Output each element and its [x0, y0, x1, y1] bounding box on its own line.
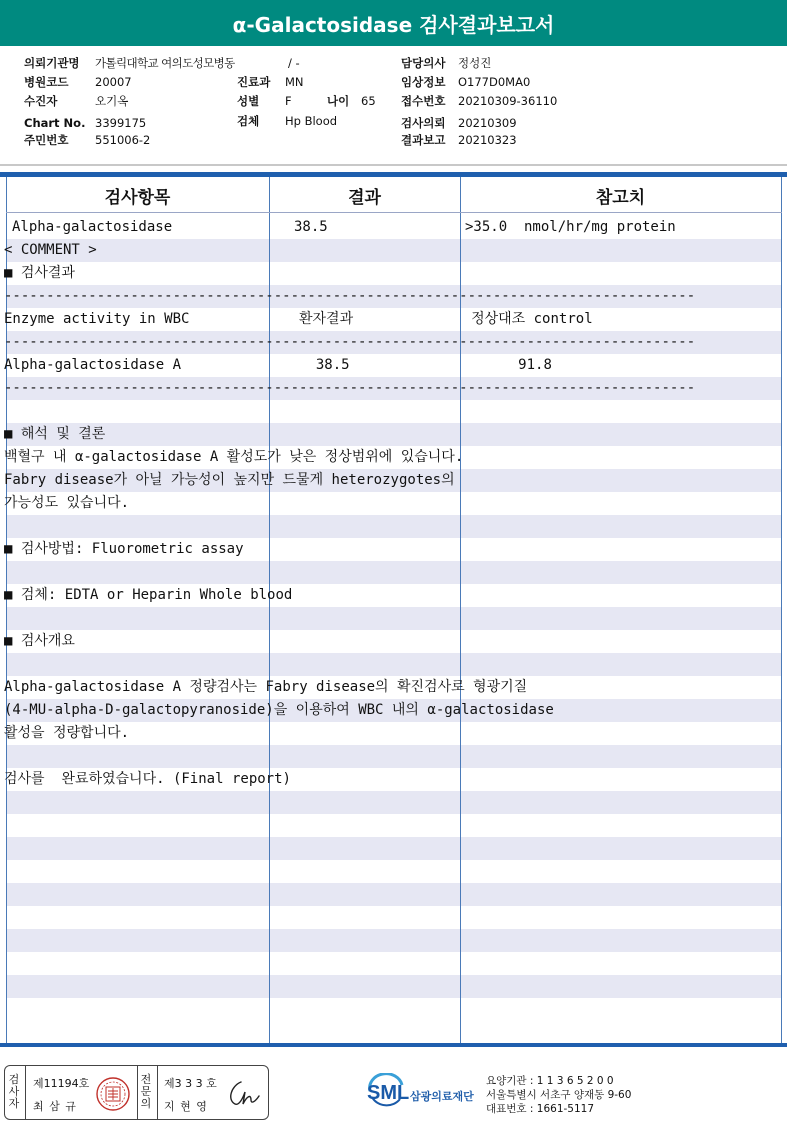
signature-box: [4, 1065, 269, 1120]
report-title: α-Galactosidase 검사결과보고서: [0, 0, 787, 46]
org-name: 삼광의료재단: [410, 1090, 474, 1103]
sign-divider-2: [137, 1066, 138, 1119]
comment-line: < COMMENT >: [4, 242, 97, 258]
inspector-name: 최 삼 규: [33, 1100, 77, 1113]
header-test-item: 검사항목: [104, 187, 171, 208]
label-chart-no: Chart No.: [24, 116, 86, 130]
table-top-rule: [0, 172, 787, 177]
row-stripe: [6, 975, 782, 998]
comment-line: ----------------------------------------------------------------------------------: [4, 334, 696, 350]
value-resident-no: 551006-2: [95, 133, 151, 147]
comment-line: 검사를 완료하였습니다. (Final report): [4, 771, 291, 787]
label-result-report: 결과보고: [401, 133, 446, 147]
table-column-divider-1: [269, 177, 270, 1043]
row-stripe: [6, 561, 782, 584]
result-item: Alpha-galactosidase: [12, 219, 173, 235]
value-sex: F: [285, 94, 292, 108]
inspector-license-no: 제11194호: [33, 1077, 90, 1090]
comment-line: ----------------------------------------------------------------------------------: [4, 380, 696, 396]
comment-line: 가능성도 있습니다.: [4, 495, 130, 511]
row-stripe: [6, 837, 782, 860]
red-seal-icon: [95, 1076, 131, 1112]
value-hospital-code: 20007: [95, 75, 132, 89]
label-receipt-no: 접수번호: [401, 94, 446, 108]
sign-divider-1: [25, 1066, 26, 1119]
care-institution-code: 요양기관 : 1 1 3 6 5 2 0 0: [486, 1075, 614, 1087]
label-hospital-code: 병원코드: [24, 75, 69, 89]
value-department: MN: [285, 75, 304, 89]
comment-line: ■ 검체: EDTA or Heparin Whole blood: [4, 587, 293, 603]
address: 서울특별시 서초구 양재동 9-60: [486, 1089, 632, 1101]
comment-line: Alpha-galactosidase A 38.5 91.8: [4, 357, 552, 373]
comment-line: Fabry disease가 아닐 가능성이 높지만 드물게 heterozygotes의: [4, 472, 455, 488]
header-reference: 참고치: [595, 187, 646, 208]
result-reference: >35.0 nmol/hr/mg protein: [465, 219, 676, 235]
row-stripe: [6, 653, 782, 676]
row-stripe: [6, 791, 782, 814]
row-stripe: [6, 239, 782, 262]
header-divider: [6, 212, 782, 213]
label-patient: 수진자: [24, 94, 58, 108]
row-stripe: [6, 423, 782, 446]
value-result-report: 20210323: [458, 133, 517, 147]
label-specimen: 검체: [237, 114, 260, 128]
comment-line: ■ 검사결과: [4, 265, 75, 281]
comment-line: Enzyme activity in WBC 환자결과 정상대조 control: [4, 311, 593, 327]
value-ward: / -: [288, 56, 300, 70]
label-age: 나이: [327, 94, 350, 108]
label-resident-no: 주민번호: [24, 133, 69, 147]
row-stripe: [6, 745, 782, 768]
value-clinical-info: O177D0MA0: [458, 75, 531, 89]
comment-line: 활성을 정량합니다.: [4, 725, 130, 741]
value-physician: 정성진: [458, 56, 492, 70]
header-result: 결과: [348, 187, 381, 208]
phone-number: 대표번호 : 1661-5117: [486, 1103, 595, 1115]
table-bottom-rule: [0, 1043, 787, 1047]
result-value: 38.5: [294, 219, 328, 235]
label-requesting-institution: 의뢰기관명: [24, 56, 80, 70]
table-left-border: [6, 177, 7, 1043]
value-test-request: 20210309: [458, 116, 517, 130]
comment-line: ■ 해석 및 결론: [4, 426, 106, 442]
specialist-name: 지 현 영: [164, 1100, 208, 1113]
patient-info: [0, 0, 787, 160]
specialist-license-no: 제3 3 3 호: [164, 1077, 217, 1090]
row-stripe: [6, 607, 782, 630]
signature-icon: [223, 1076, 265, 1110]
value-requesting-institution: 가톨릭대학교 여의도성모병동: [95, 56, 235, 70]
inspector-label: 검사자: [8, 1073, 20, 1110]
label-sex: 성별: [237, 94, 260, 108]
comment-line: Alpha-galactosidase A 정량검사는 Fabry disease의 확진검사로 형광기질: [4, 679, 528, 695]
value-patient: 오기옥: [95, 94, 129, 108]
comment-line: 백혈구 내 α-galactosidase A 활성도가 낮은 정상범위에 있습니다.: [4, 449, 464, 465]
value-chart-no: 3399175: [95, 116, 147, 130]
value-age: 65: [361, 94, 376, 108]
row-stripe: [6, 883, 782, 906]
label-test-request: 검사의뢰: [401, 116, 446, 130]
row-stripe: [6, 515, 782, 538]
comment-line: ■ 검사개요: [4, 633, 75, 649]
table-right-border: [781, 177, 782, 1043]
confirm-label: 전문의: [140, 1073, 152, 1110]
comment-line: ----------------------------------------------------------------------------------: [4, 288, 696, 304]
row-stripe: [6, 929, 782, 952]
label-clinical-info: 임상정보: [401, 75, 446, 89]
sml-logo-text: SML: [367, 1082, 410, 1104]
label-department: 진료과: [237, 75, 271, 89]
value-receipt-no: 20210309-36110: [458, 94, 558, 108]
sign-divider-3: [157, 1066, 158, 1119]
table-column-divider-2: [460, 177, 461, 1043]
comment-line: (4-MU-alpha-D-galactopyranoside)을 이용하여 WBC 내의 α-galactosidase: [4, 702, 554, 718]
info-divider: [0, 164, 787, 166]
comment-line: ■ 검사방법: Fluorometric assay: [4, 541, 244, 557]
label-physician: 담당의사: [401, 56, 446, 70]
value-specimen: Hp Blood: [285, 114, 338, 128]
